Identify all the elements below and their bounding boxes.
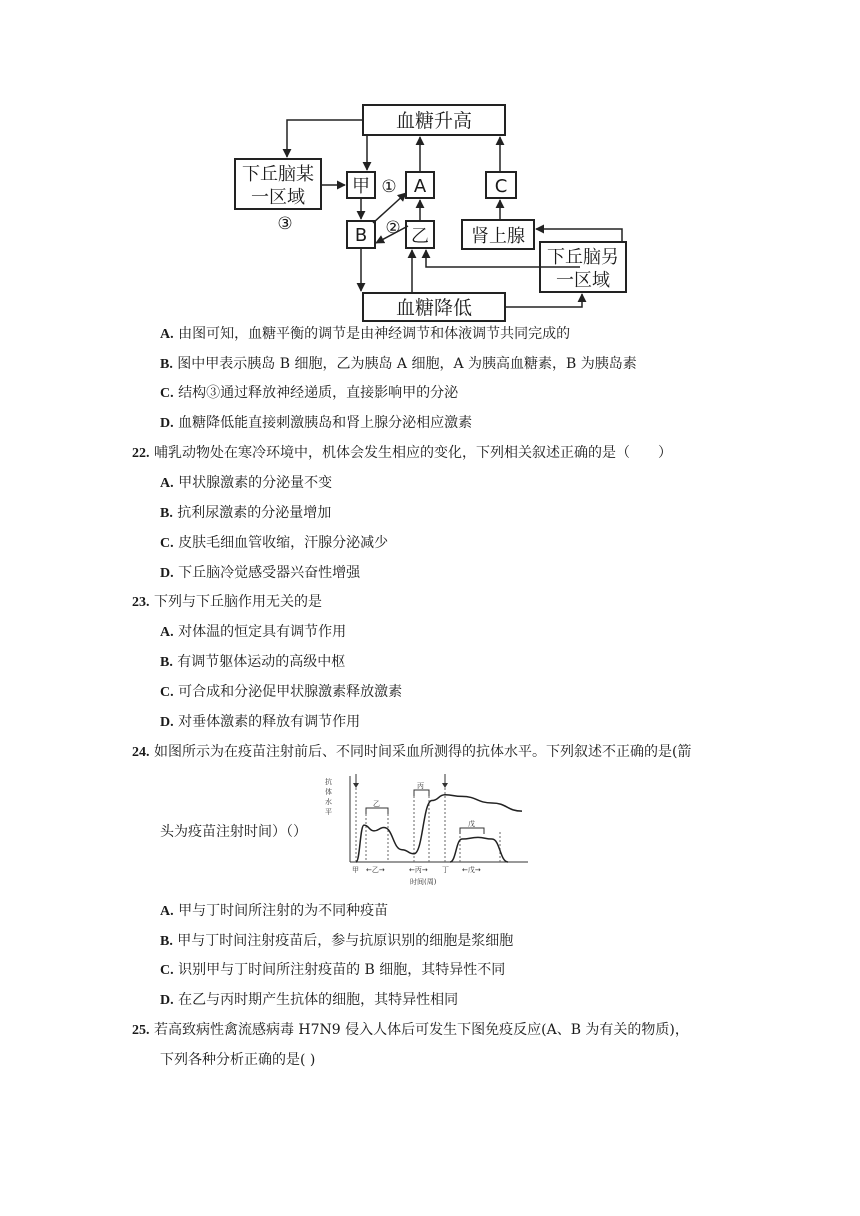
bracket-wu bbox=[460, 828, 484, 834]
secondary-antibody-curve bbox=[450, 837, 508, 862]
top-box-label: 血糖升高 bbox=[395, 110, 473, 132]
x-tick-wu: ←戊→ bbox=[462, 866, 481, 874]
left-box-line2: 一区域 bbox=[251, 187, 305, 208]
q21-option-c: C. 结构③通过释放神经递质，直接影响甲的分泌 bbox=[160, 385, 459, 401]
q24-option-c: C. 识别甲与丁时间所注射疫苗的 B 细胞，其特异性不同 bbox=[160, 962, 506, 978]
q23-option-c: C. 可合成和分泌促甲状腺激素释放激素 bbox=[160, 684, 403, 700]
q24-stem-line2: 头为疫苗注射时间）（） bbox=[160, 824, 307, 840]
x-axis-label: 时间(周) bbox=[410, 878, 437, 886]
q25-stem-line2: 下列各种分析正确的是( ) bbox=[160, 1052, 316, 1068]
mark-1: ① bbox=[381, 177, 397, 197]
y-axis-label-1: 抗 bbox=[325, 778, 332, 786]
x-tick-bing: ←丙→ bbox=[409, 866, 428, 874]
right-box-line2: 一区域 bbox=[556, 270, 610, 291]
q25-stem-line1: 25. 若高致病性禽流感病毒 H7N9 侵入人体后可发生下图免疫反应(A、B 为有关的物质)， bbox=[132, 1022, 689, 1038]
left-box-mark: ③ bbox=[277, 214, 293, 234]
bracket-label-wu: 戊 bbox=[468, 820, 475, 828]
q22-stem: 22. 哺乳动物处在寒冷环境中，机体会发生相应的变化，下列相关叙述正确的是（ ） bbox=[132, 445, 672, 461]
x-tick-yi: ←乙→ bbox=[366, 866, 385, 874]
y-axis-label-4: 平 bbox=[325, 808, 332, 816]
y-axis-label-3: 水 bbox=[325, 798, 332, 806]
q24-option-b: B. 甲与丁时间注射疫苗后，参与抗原识别的细胞是浆细胞 bbox=[160, 933, 514, 949]
adrenal-label: 肾上腺 bbox=[471, 226, 525, 247]
q22-option-b: B. 抗利尿激素的分泌量增加 bbox=[160, 505, 332, 521]
q23-option-a: A. 对体温的恒定具有调节作用 bbox=[160, 624, 347, 640]
q22-option-a: A. 甲状腺激素的分泌量不变 bbox=[160, 475, 333, 491]
q23-option-d: D. 对垂体激素的释放有调节作用 bbox=[160, 714, 361, 730]
a-label: A bbox=[413, 176, 427, 197]
q22-option-c: C. 皮肤毛细血管收缩，汗腺分泌减少 bbox=[160, 535, 389, 551]
q24-option-a: A. 甲与丁时间所注射的为不同种疫苗 bbox=[160, 903, 389, 919]
bracket-label-yi: 乙 bbox=[373, 800, 380, 808]
b-label: B bbox=[354, 225, 368, 246]
c-label: C bbox=[494, 176, 508, 197]
bracket-yi bbox=[366, 808, 388, 814]
mark-2: ② bbox=[385, 218, 401, 238]
q21-option-d: D. 血糖降低能直接刺激胰岛和肾上腺分泌相应激素 bbox=[160, 415, 473, 431]
right-box-line1: 下丘脑另 bbox=[547, 247, 619, 268]
primary-antibody-curve bbox=[356, 795, 522, 862]
antibody-level-chart bbox=[322, 770, 534, 890]
blood-glucose-diagram bbox=[230, 103, 630, 323]
q21-option-a: A. 由图可知，血糖平衡的调节是由神经调节和体液调节共同完成的 bbox=[160, 326, 571, 342]
x-tick-jia: 甲 bbox=[352, 866, 359, 874]
x-tick-ding: 丁 bbox=[442, 866, 449, 874]
bottom-box-label: 血糖降低 bbox=[395, 297, 473, 319]
q23-stem: 23. 下列与下丘脑作用无关的是 bbox=[132, 594, 322, 610]
yi-label: 乙 bbox=[411, 226, 429, 247]
q22-option-d: D. 下丘脑冷觉感受器兴奋性增强 bbox=[160, 565, 361, 581]
q23-option-b: B. 有调节躯体运动的高级中枢 bbox=[160, 654, 346, 670]
q24-option-d: D. 在乙与丙时期产生抗体的细胞，其特异性相同 bbox=[160, 992, 459, 1008]
jia-label: 甲 bbox=[352, 176, 370, 197]
bracket-label-bing: 丙 bbox=[417, 782, 424, 790]
left-box-line1: 下丘脑某 bbox=[242, 164, 314, 185]
q24-stem-line1: 24. 如图所示为在疫苗注射前后、不同时间采血所测得的抗体水平。下列叙述不正确的是(箭 bbox=[132, 744, 692, 760]
q21-option-b: B. 图中甲表示胰岛 B 细胞，乙为胰岛 A 细胞，A 为胰高血糖素，B 为胰岛素 bbox=[160, 356, 637, 372]
bracket-bing bbox=[414, 790, 429, 796]
y-axis-label-2: 体 bbox=[325, 788, 332, 796]
